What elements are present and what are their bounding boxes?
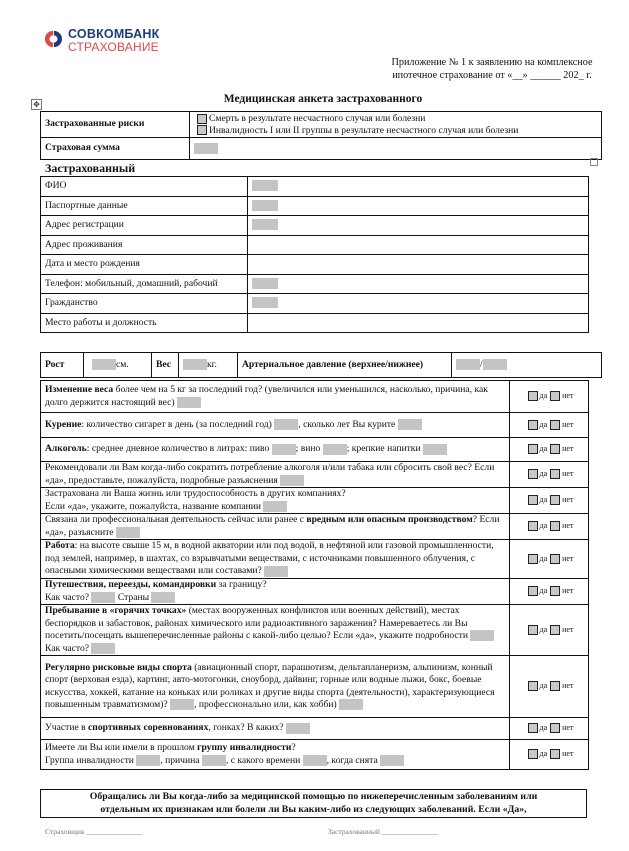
birth-input[interactable]	[248, 255, 589, 275]
insured-table	[40, 176, 589, 333]
no-checkbox[interactable]	[550, 749, 560, 759]
text: ; крепкие напитки	[346, 443, 424, 455]
no-checkbox[interactable]	[550, 554, 560, 564]
company-logo	[44, 27, 234, 53]
question-row	[41, 718, 589, 740]
text: Застрахована ли Ваша жизнь или трудоспособность в других компаниях?	[45, 488, 346, 499]
text: группу инвалидности	[197, 742, 292, 753]
no-checkbox[interactable]	[550, 625, 560, 635]
yes-checkbox[interactable]	[528, 420, 538, 430]
yes-checkbox[interactable]	[528, 469, 538, 479]
logo-text-bank: СОВКОМБАНК	[68, 27, 160, 41]
text: нет	[562, 391, 574, 401]
text: : на высоте свыше 15 м, в водной акватории или под водой, в нефтяной или газовой промышленности, под землей, например, в шахтах, со взрывчатыми веществами, с источниками повышенного облучения, с опасными химическими веществами или составами?	[45, 540, 494, 577]
field-label-fio: ФИО	[41, 177, 248, 197]
text: нет	[562, 469, 574, 479]
weight-label: Вес	[152, 353, 179, 378]
answer-input[interactable]	[177, 397, 201, 408]
text: (местах вооруженных конфликтов или военных действий), местах беспорядков и забастовок, районах химического или радиоактивного заражения? Намереваетесь ли Вы посетить/посещать вышеперечисленные районы с какой-либо целью? Если «да», укажите подробности	[45, 605, 471, 641]
text: да	[539, 444, 548, 454]
text: : среднее дневное количество в литрах: пиво	[86, 443, 272, 455]
text: нет	[562, 521, 574, 531]
text: ? Если «да», разъясните	[45, 514, 500, 538]
appendix-line-2: ипотечное страхование от «__» ______ 202_ г.	[392, 70, 592, 81]
answer-input[interactable]	[151, 592, 175, 603]
risks-label: Застрахованные риски	[41, 112, 190, 138]
yes-checkbox[interactable]	[528, 723, 538, 733]
work-input[interactable]	[248, 313, 589, 333]
text: да	[539, 469, 548, 479]
no-checkbox[interactable]	[550, 444, 560, 454]
insured-signature: Застрахованный _______________	[328, 827, 439, 836]
text: да	[539, 419, 548, 429]
text: да	[539, 749, 548, 759]
appendix-note	[382, 56, 602, 82]
text: Алкоголь	[45, 443, 87, 455]
answer-input[interactable]	[272, 444, 296, 455]
answer-input[interactable]	[91, 643, 115, 654]
yes-checkbox[interactable]	[528, 625, 538, 635]
question-row	[41, 413, 589, 438]
yes-checkbox[interactable]	[528, 391, 538, 401]
citizenship-input[interactable]	[252, 297, 278, 308]
text: да	[539, 521, 548, 531]
pressure-upper-input[interactable]	[456, 359, 480, 370]
height-unit: см.	[116, 358, 129, 370]
field-label-citizenship: Гражданство	[41, 294, 248, 314]
field-label-work: Место работы и должность	[41, 313, 248, 333]
text: да	[539, 681, 548, 691]
table-resize-handle-icon[interactable]	[590, 158, 598, 166]
no-checkbox[interactable]	[550, 723, 560, 733]
question-row	[41, 488, 589, 514]
question-row	[41, 462, 589, 488]
text: /	[480, 358, 483, 370]
text: да	[539, 624, 548, 634]
text: Курение	[45, 418, 82, 430]
no-checkbox[interactable]	[550, 586, 560, 596]
yes-checkbox[interactable]	[528, 495, 538, 505]
text: нет	[562, 553, 574, 563]
risk-option-death[interactable]	[194, 113, 597, 125]
text: Регулярно рисковые виды спорта	[45, 661, 192, 673]
field-label-phone: Телефон: мобильный, домашний, рабочий	[41, 274, 248, 294]
no-checkbox[interactable]	[550, 420, 560, 430]
pressure-label: Артериальное давление (верхнее/нижнее)	[238, 353, 452, 378]
answer-input[interactable]	[423, 444, 447, 455]
fio-input[interactable]	[252, 180, 278, 191]
text: нет	[562, 495, 574, 505]
answer-input[interactable]	[339, 699, 363, 710]
question-row	[41, 438, 589, 462]
answer-input[interactable]	[323, 444, 347, 455]
text: , с какого времени	[225, 754, 303, 766]
answer-input[interactable]	[286, 723, 310, 734]
text: да	[539, 586, 548, 596]
text: , гонках? В каких?	[208, 722, 286, 734]
question-row	[41, 656, 589, 718]
answer-input[interactable]	[116, 527, 140, 538]
text: отдельным их признакам или болели ли Вы каким-либо из следующих заболеваний. Если «Да»,	[100, 803, 527, 815]
risk-option-disability[interactable]	[194, 125, 597, 137]
no-checkbox[interactable]	[550, 469, 560, 479]
answer-input[interactable]	[470, 630, 494, 641]
answer-input[interactable]	[91, 592, 115, 603]
text: да	[539, 553, 548, 563]
no-checkbox[interactable]	[550, 391, 560, 401]
appendix-line-1: Приложение № 1 к заявлению на комплексное	[391, 57, 593, 68]
text: за границу?	[216, 579, 267, 590]
answer-input[interactable]	[264, 566, 288, 577]
text: Как часто?	[45, 642, 92, 654]
phone-input[interactable]	[252, 278, 278, 289]
text: Страны	[115, 591, 152, 603]
answer-input[interactable]	[280, 475, 304, 486]
no-checkbox[interactable]	[550, 681, 560, 691]
height-input[interactable]	[92, 359, 116, 370]
logo-text-insurance: СТРАХОВАНИЕ	[68, 40, 159, 54]
field-label-home-address: Адрес проживания	[41, 235, 248, 255]
text: : количество сигарет в день (за последний год)	[81, 418, 275, 430]
text: Имеете ли Вы или имели в прошлом	[45, 742, 198, 753]
text: Связана ли профессиональная деятельность сейчас или ранее с	[45, 514, 307, 525]
home-address-input[interactable]	[248, 235, 589, 255]
text: нет	[562, 419, 574, 429]
field-label-reg-address: Адрес регистрации	[41, 216, 248, 236]
question-row	[41, 514, 589, 540]
text: да	[539, 391, 548, 401]
questions-table	[40, 380, 589, 770]
text: спортивных соревнованиях	[88, 722, 209, 734]
text: Как часто?	[45, 591, 92, 603]
text: нет	[562, 586, 574, 596]
no-checkbox[interactable]	[550, 521, 560, 531]
yes-checkbox[interactable]	[528, 586, 538, 596]
text: Работа	[45, 540, 75, 552]
question-row	[41, 579, 589, 605]
checkbox-icon[interactable]	[197, 114, 207, 124]
medical-notice	[40, 789, 587, 818]
text: вредным или опасным производством	[306, 514, 473, 525]
sum-field[interactable]	[194, 143, 218, 154]
text: нет	[562, 624, 574, 634]
text: ; вино	[295, 443, 323, 455]
text: да	[539, 495, 548, 505]
height-label: Рост	[41, 353, 84, 378]
question-row	[41, 381, 589, 413]
text: Смерть в результате несчастного случая или болезни	[209, 113, 426, 124]
text: Рекомендовали ли Вам когда-либо сократить потребление алкоголя и/или табака или сбросить свой вес? Если «да», предоставьте, пожалуйста, подробные разъяснения	[45, 462, 495, 486]
yes-checkbox[interactable]	[528, 681, 538, 691]
text: Участие в	[45, 722, 89, 734]
text: Обращались ли Вы когда-либо за медицинской помощью по нижеперечисленным заболеваниям или	[89, 791, 538, 802]
text: более чем на 5 кг за последний год? (увеличился или уменьшился, насколько, причина, как долго держится настоящий вес)	[45, 384, 488, 408]
checkbox-icon[interactable]	[197, 125, 207, 135]
reg-address-input[interactable]	[252, 219, 278, 230]
vitals-table	[40, 352, 602, 378]
text: Изменение веса	[45, 384, 114, 395]
text: нет	[562, 749, 574, 759]
text: , сколько лет Вы курите	[298, 418, 398, 430]
text: , причина	[160, 754, 202, 766]
answer-input[interactable]	[380, 755, 404, 766]
insured-heading: Застрахованный	[45, 161, 136, 175]
yes-checkbox[interactable]	[528, 521, 538, 531]
text: , профессионально или, как хобби)	[194, 699, 340, 710]
field-label-passport: Паспортные данные	[41, 196, 248, 216]
passport-input[interactable]	[252, 200, 278, 211]
text: Пребывание в «горячих точках»	[45, 605, 187, 616]
text: Инвалидность I или II группы в результате несчастного случая или болезни	[209, 124, 519, 136]
answer-input[interactable]	[263, 501, 287, 512]
table-move-handle-icon[interactable]: ✥	[31, 99, 42, 110]
answer-input[interactable]	[303, 755, 327, 766]
text: Группа инвалидности	[45, 754, 137, 766]
answer-input[interactable]	[274, 419, 298, 430]
sum-label: Страховая сумма	[41, 138, 190, 160]
logo-icon	[44, 30, 62, 48]
answer-input[interactable]	[398, 419, 422, 430]
text: да	[539, 723, 548, 733]
yes-checkbox[interactable]	[528, 749, 538, 759]
text: , когда снята	[326, 754, 381, 766]
question-row	[41, 605, 589, 656]
text: ?	[291, 742, 296, 753]
risks-table	[40, 111, 602, 160]
pressure-lower-input[interactable]	[483, 359, 507, 370]
field-label-birth: Дата и место рождения	[41, 255, 248, 275]
yes-checkbox[interactable]	[528, 554, 538, 564]
question-row	[41, 740, 589, 770]
text: Путешествия, переезды, командировки	[45, 579, 217, 590]
page-title: Медицинская анкета застрахованного	[223, 93, 423, 105]
text: нет	[562, 681, 574, 691]
no-checkbox[interactable]	[550, 495, 560, 505]
text: нет	[562, 444, 574, 454]
answer-input[interactable]	[136, 755, 160, 766]
weight-input[interactable]	[183, 359, 207, 370]
insurer-signature: Страховщик _______________	[45, 827, 143, 836]
answer-input[interactable]	[202, 755, 226, 766]
yes-checkbox[interactable]	[528, 444, 538, 454]
answer-input[interactable]	[170, 699, 194, 710]
question-row	[41, 540, 589, 579]
text: (авиационный спорт, парашютизм, дельтапланеризм, альпинизм, конный спорт (верховая езда), картинг, авто-мотогонки, сноуборд, дайвинг, горные или водные лыжи, бокс, боевые искусства, хоккей, катание на коньках или роликах и другие виды спорта (деятельности), характеризующиеся повышенным травматизмом)?	[45, 661, 495, 710]
weight-unit: кг.	[207, 358, 217, 370]
text: Если «да», укажите, пожалуйста, название компании	[45, 500, 264, 512]
text: нет	[562, 723, 574, 733]
